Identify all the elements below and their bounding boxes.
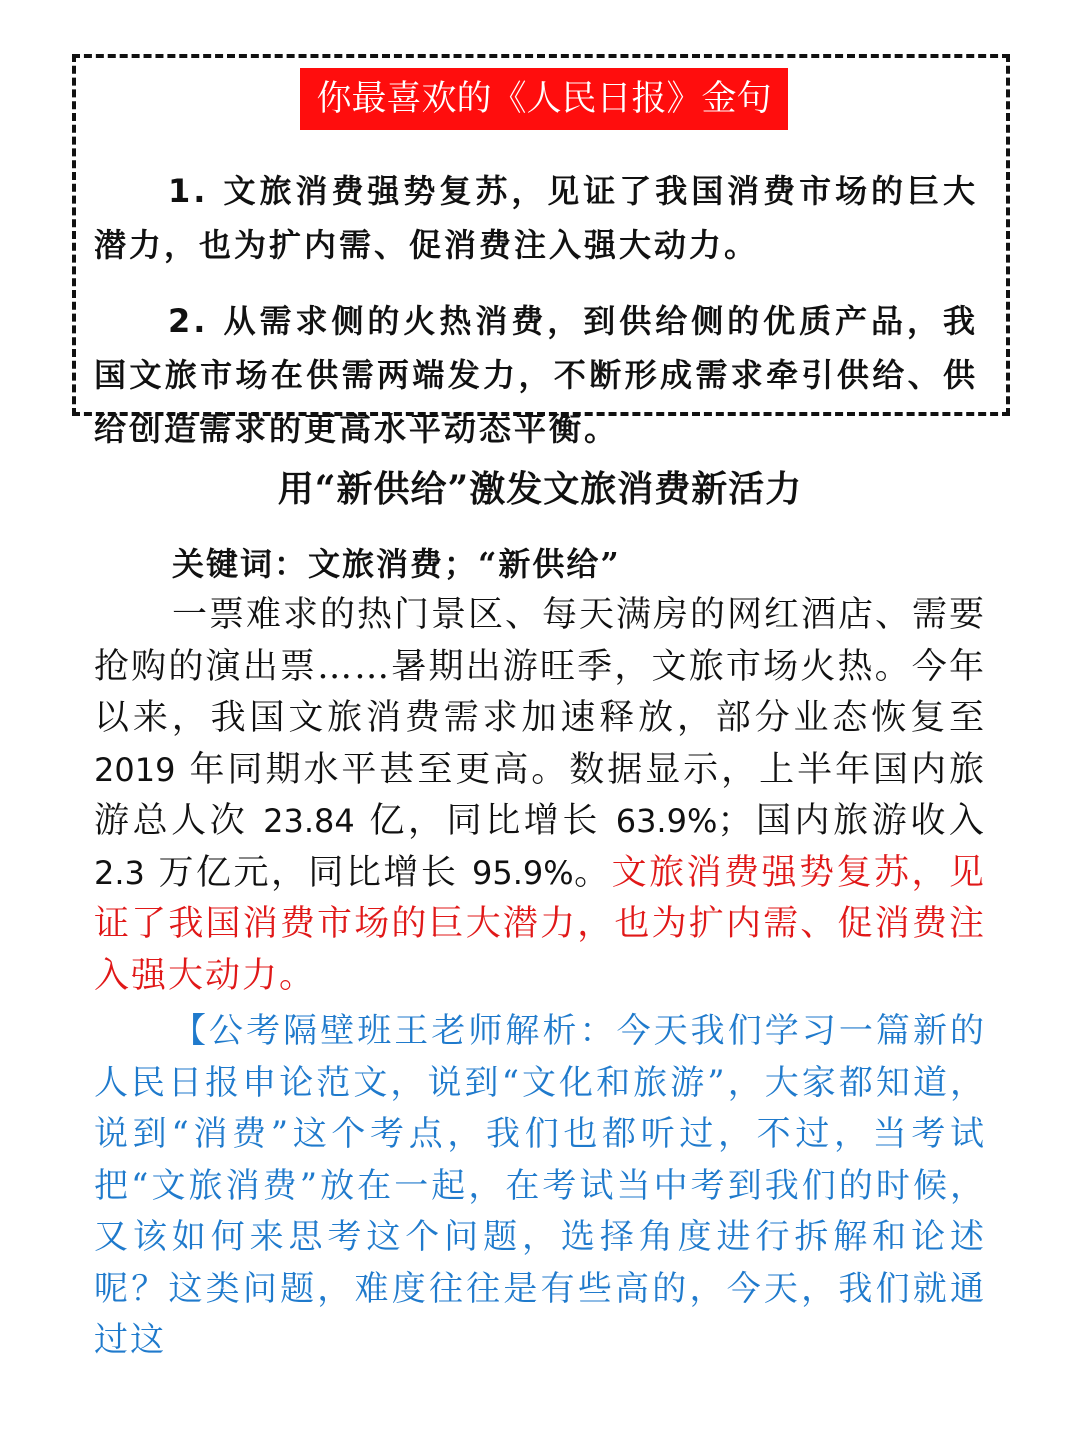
- quote-number: 2.: [168, 302, 209, 340]
- article-title: 用“新供给”激发文旅消费新活力: [277, 468, 803, 510]
- keywords-value: 文旅消费；“新供给”: [308, 545, 621, 583]
- quote-text: 从需求侧的火热消费，到供给侧的优质产品，我国文旅市场在供需两端发力，不断形成需求牵引供给、供给创造需求的更高水平动态平衡。: [94, 302, 978, 448]
- body-text: 万亿元，同比增长: [158, 852, 459, 893]
- quote-text: 文旅消费强势复苏，见证了我国消费市场的巨大潜力，也为扩内需、促消费注入强大动力。: [94, 172, 978, 264]
- golden-quotes-box: [72, 54, 1010, 448]
- body-text: 一票难求的热门景区、每天满房的网红酒店、需要抢购的演出票……暑期出游旺季，文旅市场火热。今年以来，我国文旅消费需求加速释放，部分业态恢复至: [94, 595, 987, 738]
- trips-value: 23.84: [263, 802, 355, 840]
- golden-quotes-list: [94, 164, 978, 478]
- article-body-paragraph: [94, 590, 986, 1002]
- revenue-value: 2.3: [94, 853, 145, 892]
- keywords-label: 关键词：: [172, 545, 309, 583]
- article-keywords: [94, 538, 986, 590]
- body-text: 。: [573, 852, 612, 893]
- body-text: 年同期水平甚至更高。数据显示，上半年国内旅游总人次: [94, 749, 986, 841]
- year-value: 2019: [94, 750, 176, 789]
- golden-quotes-title: 你最喜欢的《人民日报》金句: [300, 68, 788, 130]
- body-text: 亿，同比增长: [369, 801, 601, 841]
- teacher-analysis-paragraph: 【公考隔壁班王老师解析：今天我们学习一篇新的人民日报申论范文，说到“文化和旅游”，大家都知道，说到“消费”这个考点，我们也都听过，不过，当考试把“文旅消费”放在一起，在考试当中考到我们的时候，又该如何来思考这个问题，选择角度进行拆解和论述呢？这类问题，难度往往是有些高的，今天，我们就通过这: [94, 1011, 986, 1360]
- golden-quote-item: [94, 164, 978, 272]
- golden-quote-item: [94, 294, 978, 456]
- revenue-growth-value: 95.9%: [471, 853, 574, 892]
- trips-growth-value: 63.9%: [615, 802, 718, 840]
- article: [94, 458, 986, 1367]
- highlighted-golden-sentence: 文旅消费强势复苏，见证了我国消费市场的巨大潜力，也为扩内需、促消费注入强大动力。: [94, 852, 986, 996]
- quote-number: 1.: [168, 172, 209, 210]
- body-text: ；国内旅游收入: [717, 801, 986, 841]
